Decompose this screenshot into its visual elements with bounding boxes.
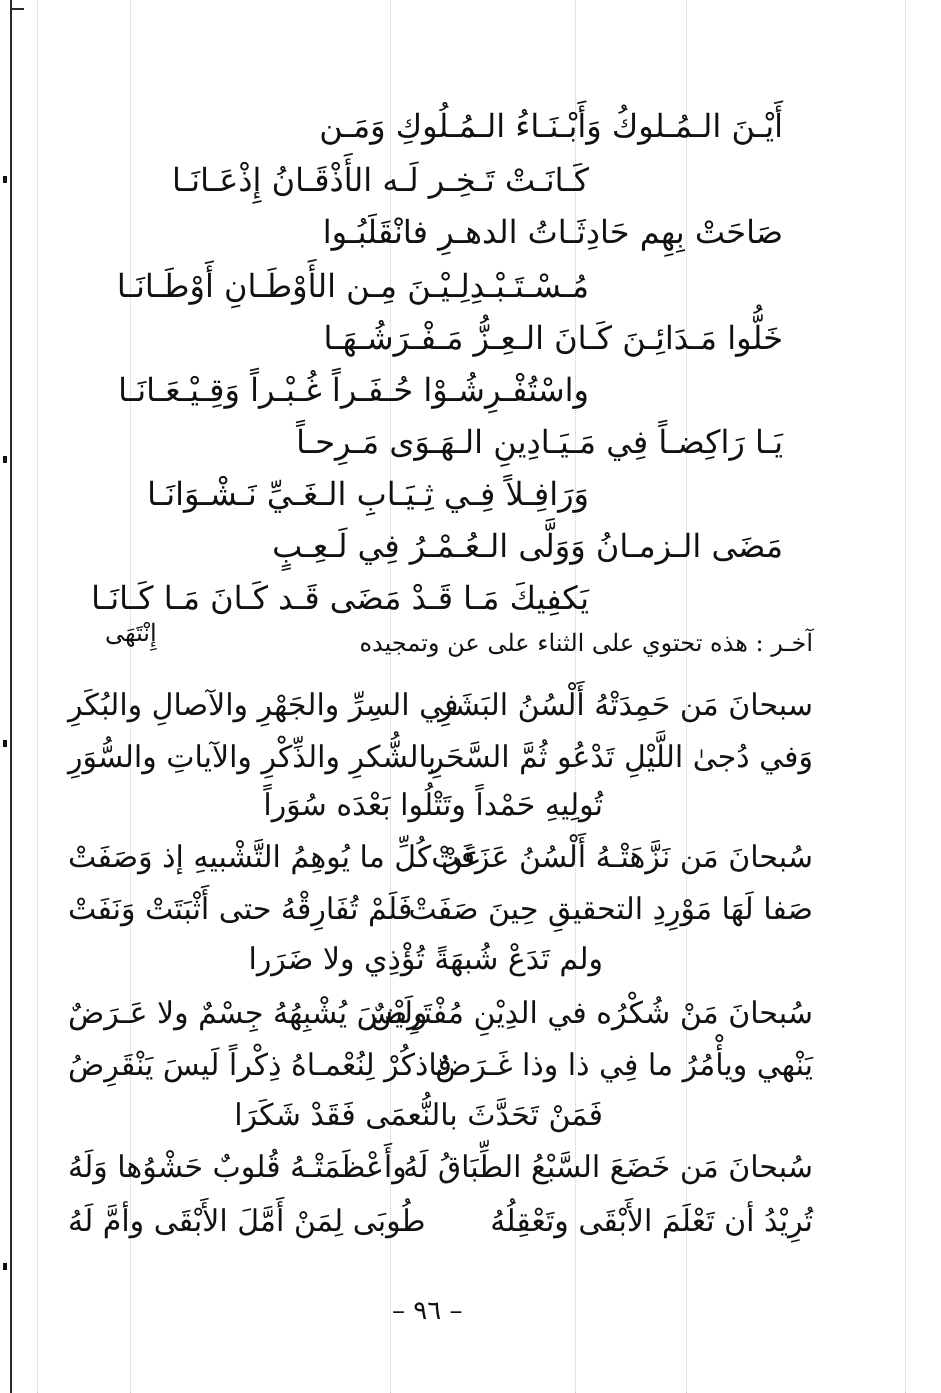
hemistich-right: سبحانَ مَن حَمِدَتْهُ أَلْسُنُ البَشَرِ — [438, 688, 813, 723]
hemistich-right: سُبحانَ مَن خَضَعَ السَّبْعُ الطِّبَاقُ لَهُ — [403, 1150, 813, 1185]
scan-left-edge — [10, 0, 12, 1393]
verse-line: خَلُّوا مَـدَائِـنَ كَـانَ الـعِـزُّ مَـفْـرَشُـهَـا — [323, 319, 783, 357]
page-number: – ٩٦ – — [392, 1296, 463, 1326]
hemistich-left: في السِرِّ والجَهْرِ والآصالِ والبُكَرِ — [68, 688, 459, 723]
dotted-guide — [37, 0, 38, 1393]
verse-line: يَكفِيكَ مَـا قَـدْ مَضَى قَـد كَـانَ مَـا كَـانَـا — [91, 579, 589, 617]
hemistich-left: عَنْ كُلِّ ما يُوهِمُ التَّشْبيهِ إذ وَصَفَتْ — [68, 840, 482, 875]
verse-line: مُـسْـتَـبْـدِلِـيْـنَ مِـن الأَوْطَـانِ أَوْطَـانَـا — [116, 267, 589, 305]
verse-line: مَضَى الـزمـانُ وَوَلَّى الـعُـمْـرُ فِي لَـعِـبٍ — [272, 527, 783, 565]
stanza-closing: ولم تَدَعْ شُبهَةً تُؤْذِي ولا ضَرَرا — [248, 942, 603, 977]
verse-line: وَرَافِـلاً فِـي ثِـيَـابِ الـغَـيِّ نَـشْـوَانَـا — [147, 475, 589, 513]
stanza-closing: فَمَنْ تَحَدَّثَ بالنُّعمَى فَقَدْ شَكَرَا — [234, 1098, 603, 1133]
hemistich-left: وأَعْظَمَتْـهُ قُلوبٌ حَشْوُها وَلَهُ — [68, 1150, 407, 1185]
margin-mark — [3, 176, 7, 183]
hemistich-right: تُرِيْدُ أن تَعْلَمَ الأَبْقَى وتَعْقِلُهُ — [490, 1204, 813, 1239]
verse-line: واسْتُفْـرِشُـوْا حُـفَـراً غُـبْـراً وَقِـيْـعَـانَـا — [118, 371, 589, 409]
stanza-closing: تُولِيهِ حَمْداً وتَتْلُوا بَعْدَه سُوَراً — [263, 788, 603, 823]
hemistich-left: فاذكُرْ لِنُعْمـاهُ ذِكْراً لَيسَ يَنْقَرِضُ — [68, 1048, 452, 1083]
hemistich-left: بالشُّكرِ والذِّكْرِ والآياتِ والسُّوَرِ — [68, 740, 437, 775]
verse-line: أَيْـنَ الـمُـلوكُ وَأَبْـنَـاءُ الـمُـلُوكِ وَمَـن — [319, 107, 783, 145]
hemistich-left: طُوبَى لِمَنْ أَمَّلَ الأَبْقَى وأمَّ لَهُ — [68, 1204, 426, 1239]
verse-line: صَاحَتْ بِهِم حَادِثَـاتُ الدهـرِ فانْقَلَبُـوا — [322, 213, 783, 251]
verse-line: يَـا رَاكِضـاً فِي مَـيَـادِينِ الـهَـوَى مَـرِحـاً — [296, 423, 783, 461]
hemistich-right: وَفي دُجىٰ اللَّيْلِ تَدْعُو ثُمَّ السَّحَرِ — [429, 740, 813, 775]
margin-mark — [3, 456, 7, 463]
hemistich-right: سُبحانَ مَن نَزَّهَتْـهُ أَلْسُنُ عَزَفَتْ — [431, 840, 813, 875]
hemistich-left: فَلَمْ تُفَارِقْهُ حتى أَثْبَتَتْ وَنَفَتْ — [68, 892, 413, 927]
hemistich-right: صَفا لَهَا مَوْرِدِ التحقيقِ حِينَ صَفَتْ — [408, 892, 813, 927]
verse-line: كَـانَـتْ تَـخِـر لَـه الأَذْقَـانُ إِذْعَـانَـا — [172, 161, 589, 199]
hemistich-right: سُبحانَ مَنْ شُكْرُه في الدِيْنِ مُفْتَرِضٌ — [370, 996, 813, 1031]
hemistich-right: يَنْهي ويأْمُرُ ما فِي ذا وذا غَـرَضٌ — [435, 1048, 813, 1083]
scan-top-edge — [10, 8, 24, 10]
hemistich-left: ولَيْسَ يُشْبِهُهُ جِسْمٌ ولا عَـرَضٌ — [68, 996, 428, 1031]
dotted-guide — [905, 0, 906, 1393]
margin-mark — [3, 1263, 7, 1270]
section-heading: آخـر : هذه تحتوي على الثناء على عن وتمجيده — [359, 629, 813, 657]
margin-mark — [3, 740, 7, 747]
end-mark: إِنْتَهَى — [105, 619, 157, 647]
